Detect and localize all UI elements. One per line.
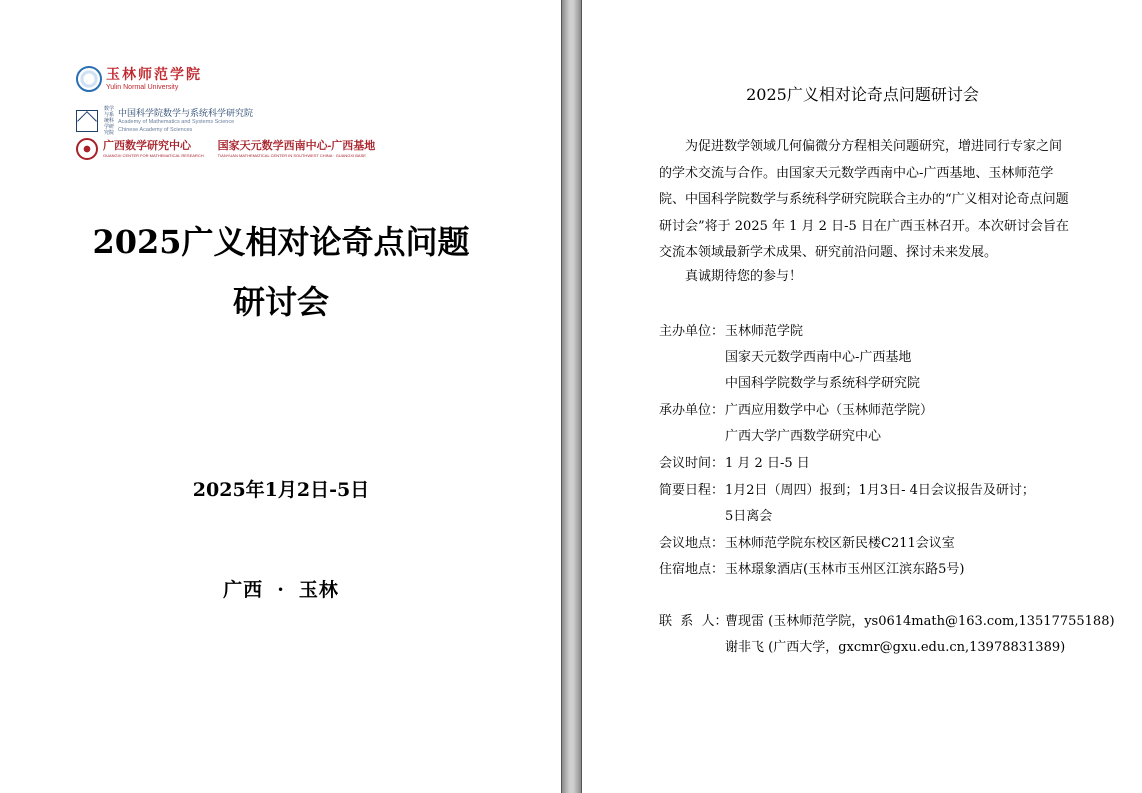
amss-emblem-icon <box>76 110 98 132</box>
amss-logo-small: 数学与系统科学研究院 <box>104 106 115 136</box>
host-3: 中国科学院数学与系统科学研究院 <box>725 376 921 391</box>
hotel-value: 玉林璟象酒店(玉林市玉州区江滨东路5号) <box>725 562 965 577</box>
time-label: 会议时间： <box>659 456 725 471</box>
yulin-logo <box>76 66 202 92</box>
cover-place-province: 广西 <box>223 579 264 601</box>
yulin-logo-cn: 玉林师范学院 <box>106 66 202 83</box>
intro-paragraph: 为促进数学领域几何偏微分方程相关问题研究，增进同行专家之间的学术交流与合作。由国家天元数学西南中心-广西基地、玉林师范学院、中国科学院数学与系统科学研究院联合主办的“广义相对论奇点问题研讨会”将于 2025 年 1 月 2 日-5 日在广西玉林召开。本次研讨会旨在交流本领域最新学术成果、研究前沿问题、探讨未来发展。 <box>659 139 1069 260</box>
schedule-value-2: 5日离会 <box>725 509 773 524</box>
organizer-1: 广西应用数学中心（玉林师范学院） <box>725 403 934 418</box>
yulin-logo-en: Yulin Normal University <box>106 83 179 91</box>
amss-logo-cn: 中国科学院数学与系统科学研究院 <box>118 108 254 118</box>
cover-place <box>0 575 562 602</box>
info-title: 2025广义相对论奇点问题研讨会 <box>746 85 979 104</box>
cover-place-city: 玉林 <box>298 579 339 601</box>
gx-logo <box>76 138 375 160</box>
contact-2: 谢非飞 (广西大学，gxcmr@gxu.edu.cn,13978831389) <box>725 640 1066 655</box>
venue-row <box>659 531 955 558</box>
amss-logo-en-2: Chinese Academy of Sciences <box>118 126 193 133</box>
cover-date: 2025年1月2日-5日 <box>192 479 370 501</box>
contact-row <box>659 609 1115 636</box>
cover-title-line2: 研讨会 <box>232 283 329 321</box>
host-1: 玉林师范学院 <box>725 324 804 339</box>
tianyuan-logo-cn: 国家天元数学西南中心-广西基地 <box>217 139 376 152</box>
schedule-value-1: 1月2日（周四）报到；1月3日- 4日会议报告及研讨； <box>725 483 1035 498</box>
organizer-2: 广西大学广西数学研究中心 <box>725 429 882 444</box>
schedule-row <box>659 478 1035 505</box>
cover-page <box>0 0 562 793</box>
tianyuan-logo-en: TIANYUAN MATHEMATICAL CENTER IN SOUTHWEST CHINA · GUANGXI BASE <box>217 152 366 158</box>
hotel-label: 住宿地点： <box>659 562 725 577</box>
amss-logo-en-1: Academy of Mathematics and Systems Science <box>118 119 235 125</box>
organizer-label: 承办单位： <box>659 403 725 418</box>
cover-place-separator: · <box>277 579 285 601</box>
venue-value: 玉林师范学院东校区新民楼C211会议室 <box>725 536 955 551</box>
venue-label: 会议地点： <box>659 536 725 551</box>
contact-1: 曹现雷 (玉林师范学院，ys0614math@163.com,13517755188) <box>725 614 1115 629</box>
yulin-seal-icon <box>76 66 102 92</box>
amss-logo <box>76 106 253 136</box>
page-gutter <box>562 0 581 793</box>
organizer-row <box>659 398 933 425</box>
host-2: 国家天元数学西南中心-广西基地 <box>725 350 912 365</box>
host-row <box>659 319 803 346</box>
gx-seal-icon <box>76 138 98 160</box>
gx-logo-cn: 广西数学研究中心 <box>103 139 191 152</box>
gx-logo-en: GUANGXI CENTER FOR MATHEMATICAL RESEARCH <box>103 152 204 158</box>
hotel-row <box>659 557 964 584</box>
closing-line: 真诚期待您的参与！ <box>685 269 803 284</box>
info-page <box>581 0 1142 793</box>
time-row <box>659 451 810 478</box>
cover-title-line1: 2025广义相对论奇点问题 <box>92 223 470 261</box>
schedule-label: 简要日程： <box>659 483 725 498</box>
time-value: 1 月 2 日-5 日 <box>725 456 810 471</box>
contact-label: 联 系 人： <box>659 614 728 629</box>
host-label: 主办单位： <box>659 324 725 339</box>
